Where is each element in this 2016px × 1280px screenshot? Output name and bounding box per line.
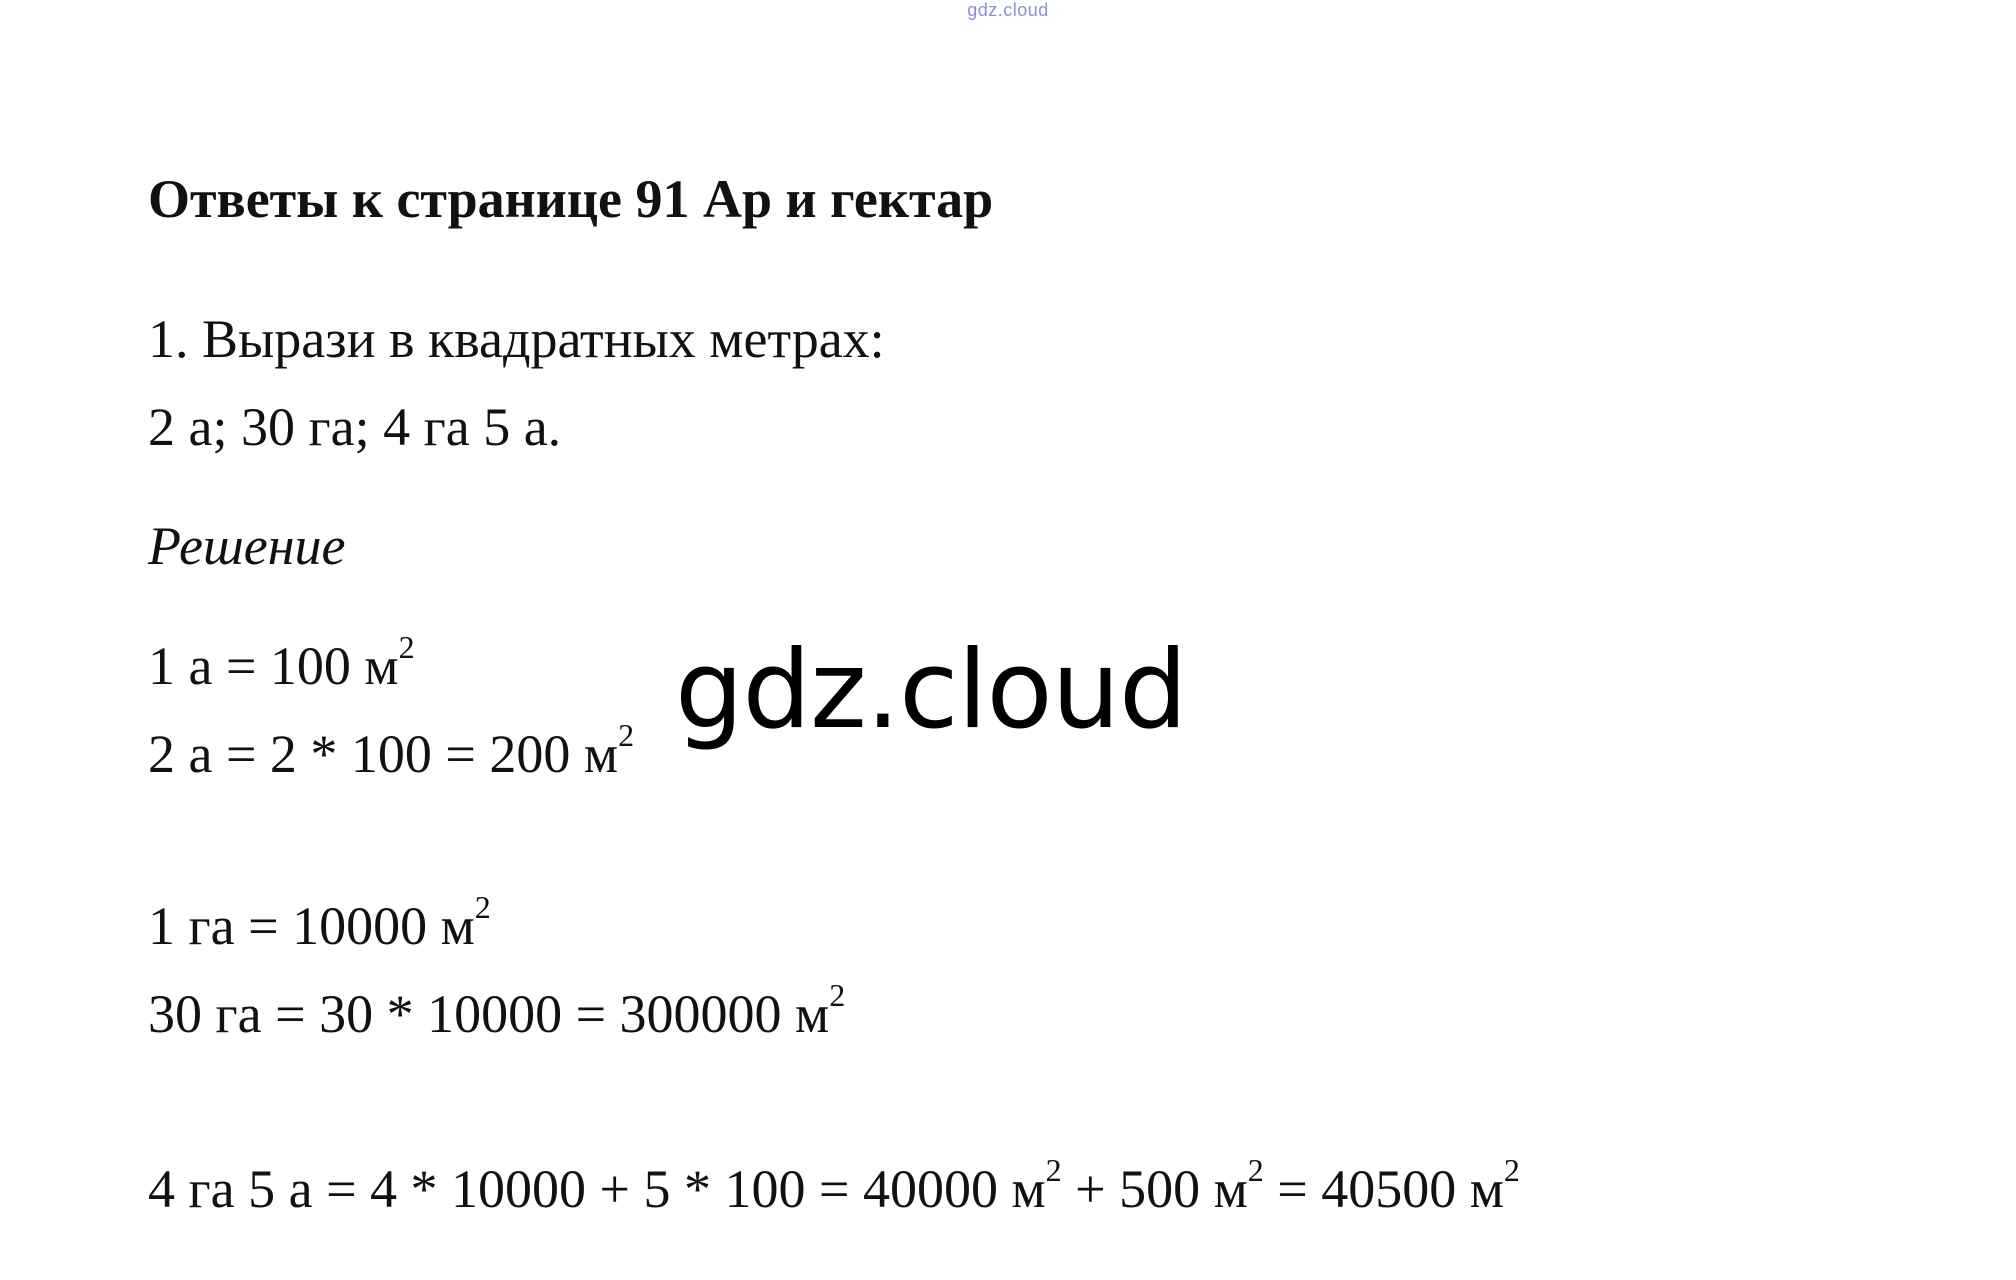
equation-line-5 [148, 1152, 1520, 1220]
task-line-1: 1. Вырази в квадратных метрах: [148, 309, 885, 369]
equation-line-3 [148, 889, 491, 957]
superscript: 2 [398, 629, 415, 665]
equation-line-2 [148, 717, 635, 785]
equation-text: 2 а = 2 * 100 = 200 м [148, 724, 619, 784]
solution-label: Решение [148, 516, 346, 576]
equation-text: 1 га = 10000 м [148, 896, 475, 956]
superscript: 2 [1045, 1152, 1062, 1188]
equation-text: = 40500 м [1263, 1159, 1504, 1219]
superscript: 2 [1503, 1152, 1520, 1188]
equation-text: + 500 м [1061, 1159, 1248, 1219]
page-title: Ответы к странице 91 Ар и гектар [148, 169, 994, 229]
superscript: 2 [618, 717, 635, 753]
watermark-logo: gdz.cloud [675, 628, 1187, 753]
superscript: 2 [474, 889, 491, 925]
equation-line-4 [148, 977, 846, 1045]
task-line-2: 2 а; 30 га; 4 га 5 а. [148, 397, 562, 457]
equation-text: 1 а = 100 м [148, 636, 399, 696]
equation-text: 30 га = 30 * 10000 = 300000 м [148, 984, 830, 1044]
equation-text: 4 га 5 а = 4 * 10000 + 5 * 100 = 40000 м [148, 1159, 1046, 1219]
equation-line-1 [148, 629, 415, 697]
superscript: 2 [1247, 1152, 1264, 1188]
superscript: 2 [829, 977, 846, 1013]
top-watermark: gdz.cloud [967, 0, 1049, 20]
